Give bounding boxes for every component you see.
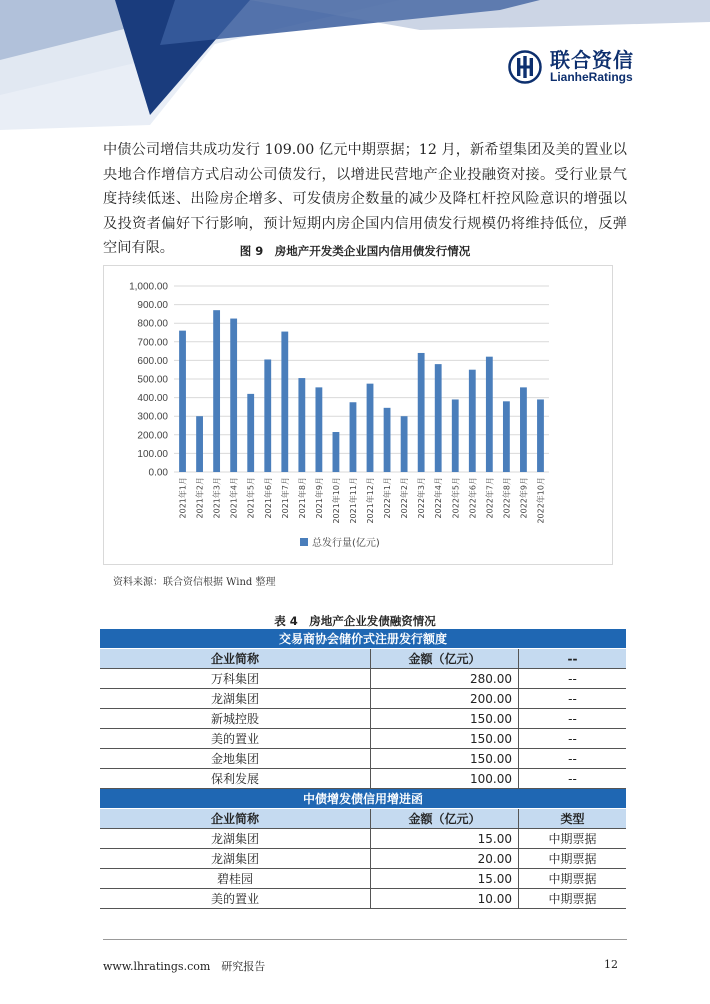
bar	[247, 394, 254, 472]
header-amount: 金额（亿元）	[371, 649, 519, 669]
y-tick-label: 100.00	[137, 448, 168, 460]
header-amount: 金额（亿元）	[371, 809, 519, 829]
x-tick-label: 2022年5月	[451, 477, 461, 519]
figure-caption: 图 9 房地产开发类企业国内信用债发行情况	[239, 244, 471, 258]
table-row	[100, 889, 626, 909]
table-row	[100, 849, 626, 869]
table-section-title	[100, 789, 626, 809]
bar	[196, 416, 203, 472]
company-name-cell: 金地集团	[100, 749, 371, 769]
amount-cell: 150.00	[371, 729, 519, 749]
y-tick-label: 700.00	[137, 337, 168, 349]
bar	[503, 401, 510, 472]
x-tick-label: 2021年12月	[366, 477, 376, 524]
company-name-cell: 保利发展	[100, 769, 371, 789]
x-tick-label: 2021年11月	[348, 477, 358, 524]
company-name-cell: 碧桂园	[100, 869, 371, 889]
table-caption: 表 4 房地产企业发债融资情况	[274, 614, 436, 628]
lianhe-logo-icon	[508, 50, 542, 84]
bar	[281, 332, 288, 472]
amount-cell: 10.00	[371, 889, 519, 909]
amount-cell: 200.00	[371, 689, 519, 709]
brand-logo	[508, 50, 634, 84]
bar	[401, 416, 408, 472]
table-row	[100, 829, 626, 849]
y-tick-label: 0.00	[148, 467, 168, 479]
header-name: 企业简称	[100, 649, 371, 669]
bar	[298, 378, 305, 472]
x-tick-label: 2021年4月	[229, 477, 239, 519]
bar-chart	[104, 266, 612, 564]
bar	[537, 399, 544, 472]
x-tick-label: 2021年9月	[314, 477, 324, 519]
x-tick-label: 2021年3月	[212, 477, 222, 519]
table-row	[100, 709, 626, 729]
y-tick-label: 500.00	[137, 374, 168, 386]
paragraph-text: 中债公司增信共成功发行 109.00 亿元中期票据；12 月，新希望集团及美的置业以央地合作增信方式启动公司债发行，以增进民营地产企业投融资对接。受行业景气度持续低迷、出险房企增多、可发债房企数量的减少及降杠杆控风险意识的增强以及投资者偏好下行影响，预计短期内房企国内信用债发行规模仍将维持低位，反弹空间有限。	[103, 142, 627, 256]
bar	[213, 310, 220, 472]
y-tick-label: 800.00	[137, 318, 168, 330]
x-tick-label: 2022年7月	[485, 477, 495, 519]
x-tick-label: 2021年7月	[280, 477, 290, 519]
table-row	[100, 769, 626, 789]
footer-divider	[103, 939, 627, 940]
bar	[264, 359, 271, 472]
y-tick-label: 400.00	[137, 393, 168, 405]
footer-site: www.lhratings.com 研究报告	[103, 960, 266, 973]
x-tick-label: 2022年10月	[536, 477, 546, 524]
bar	[469, 370, 476, 472]
y-tick-label: 300.00	[137, 411, 168, 423]
x-tick-label: 2022年9月	[519, 477, 529, 519]
x-tick-label: 2022年2月	[400, 477, 410, 519]
type-cell: 中期票据	[519, 869, 627, 889]
bar	[367, 384, 374, 472]
type-cell: --	[519, 749, 627, 769]
company-name-cell: 龙湖集团	[100, 829, 371, 849]
table-row	[100, 729, 626, 749]
financing-table	[100, 629, 626, 909]
bar	[350, 402, 357, 472]
amount-cell: 100.00	[371, 769, 519, 789]
type-cell: --	[519, 729, 627, 749]
bar	[179, 331, 186, 472]
amount-cell: 20.00	[371, 849, 519, 869]
x-tick-label: 2022年4月	[434, 477, 444, 519]
figure-source: 资料来源：联合资信根据 Wind 整理	[113, 577, 276, 588]
table-row	[100, 689, 626, 709]
type-cell: 中期票据	[519, 889, 627, 909]
company-name-cell: 龙湖集团	[100, 689, 371, 709]
legend-swatch	[300, 538, 308, 546]
x-tick-label: 2021年5月	[246, 477, 256, 519]
x-tick-label: 2022年1月	[383, 477, 393, 519]
x-tick-label: 2021年1月	[178, 477, 188, 519]
x-tick-label: 2022年6月	[468, 477, 478, 519]
x-tick-label: 2021年2月	[195, 477, 205, 519]
x-tick-label: 2021年8月	[297, 477, 307, 519]
header-type: 类型	[519, 809, 627, 829]
logo-english-name: LianheRatings	[550, 70, 633, 85]
page-number: 12	[604, 958, 618, 971]
type-cell: --	[519, 709, 627, 729]
section-title-cell: 交易商协会储价式注册发行额度	[100, 629, 626, 649]
type-cell: 中期票据	[519, 849, 627, 869]
type-cell: --	[519, 769, 627, 789]
x-tick-label: 2022年8月	[502, 477, 512, 519]
bar	[520, 387, 527, 472]
company-name-cell: 美的置业	[100, 729, 371, 749]
company-name-cell: 龙湖集团	[100, 849, 371, 869]
x-tick-label: 2021年6月	[263, 477, 273, 519]
company-name-cell: 新城控股	[100, 709, 371, 729]
amount-cell: 150.00	[371, 749, 519, 769]
bar	[230, 319, 237, 472]
table-row	[100, 669, 626, 689]
amount-cell: 15.00	[371, 869, 519, 889]
y-tick-label: 200.00	[137, 430, 168, 442]
type-cell: --	[519, 669, 627, 689]
table-row	[100, 749, 626, 769]
chart-container	[103, 265, 613, 565]
bar	[418, 353, 425, 472]
logo-chinese-name: 联合资信	[550, 48, 634, 73]
type-cell: --	[519, 689, 627, 709]
amount-cell: 15.00	[371, 829, 519, 849]
amount-cell: 150.00	[371, 709, 519, 729]
company-name-cell: 美的置业	[100, 889, 371, 909]
y-tick-label: 600.00	[137, 355, 168, 367]
table-section-title	[100, 629, 626, 649]
x-tick-label: 2021年10月	[331, 477, 341, 524]
header-type: --	[519, 649, 627, 669]
table-header-row	[100, 809, 626, 829]
amount-cell: 280.00	[371, 669, 519, 689]
bar	[384, 408, 391, 472]
bar	[452, 399, 459, 472]
y-tick-label: 1,000.00	[129, 281, 168, 293]
legend-label: 总发行量(亿元)	[312, 538, 380, 549]
table-header-row	[100, 649, 626, 669]
y-tick-label: 900.00	[137, 300, 168, 312]
bar	[333, 432, 340, 472]
section-title-cell: 中债增发债信用增进函	[100, 789, 626, 809]
table-row	[100, 869, 626, 889]
bar	[486, 357, 493, 472]
bar	[315, 387, 322, 472]
bar	[435, 364, 442, 472]
type-cell: 中期票据	[519, 829, 627, 849]
header-name: 企业简称	[100, 809, 371, 829]
x-tick-label: 2022年3月	[417, 477, 427, 519]
company-name-cell: 万科集团	[100, 669, 371, 689]
